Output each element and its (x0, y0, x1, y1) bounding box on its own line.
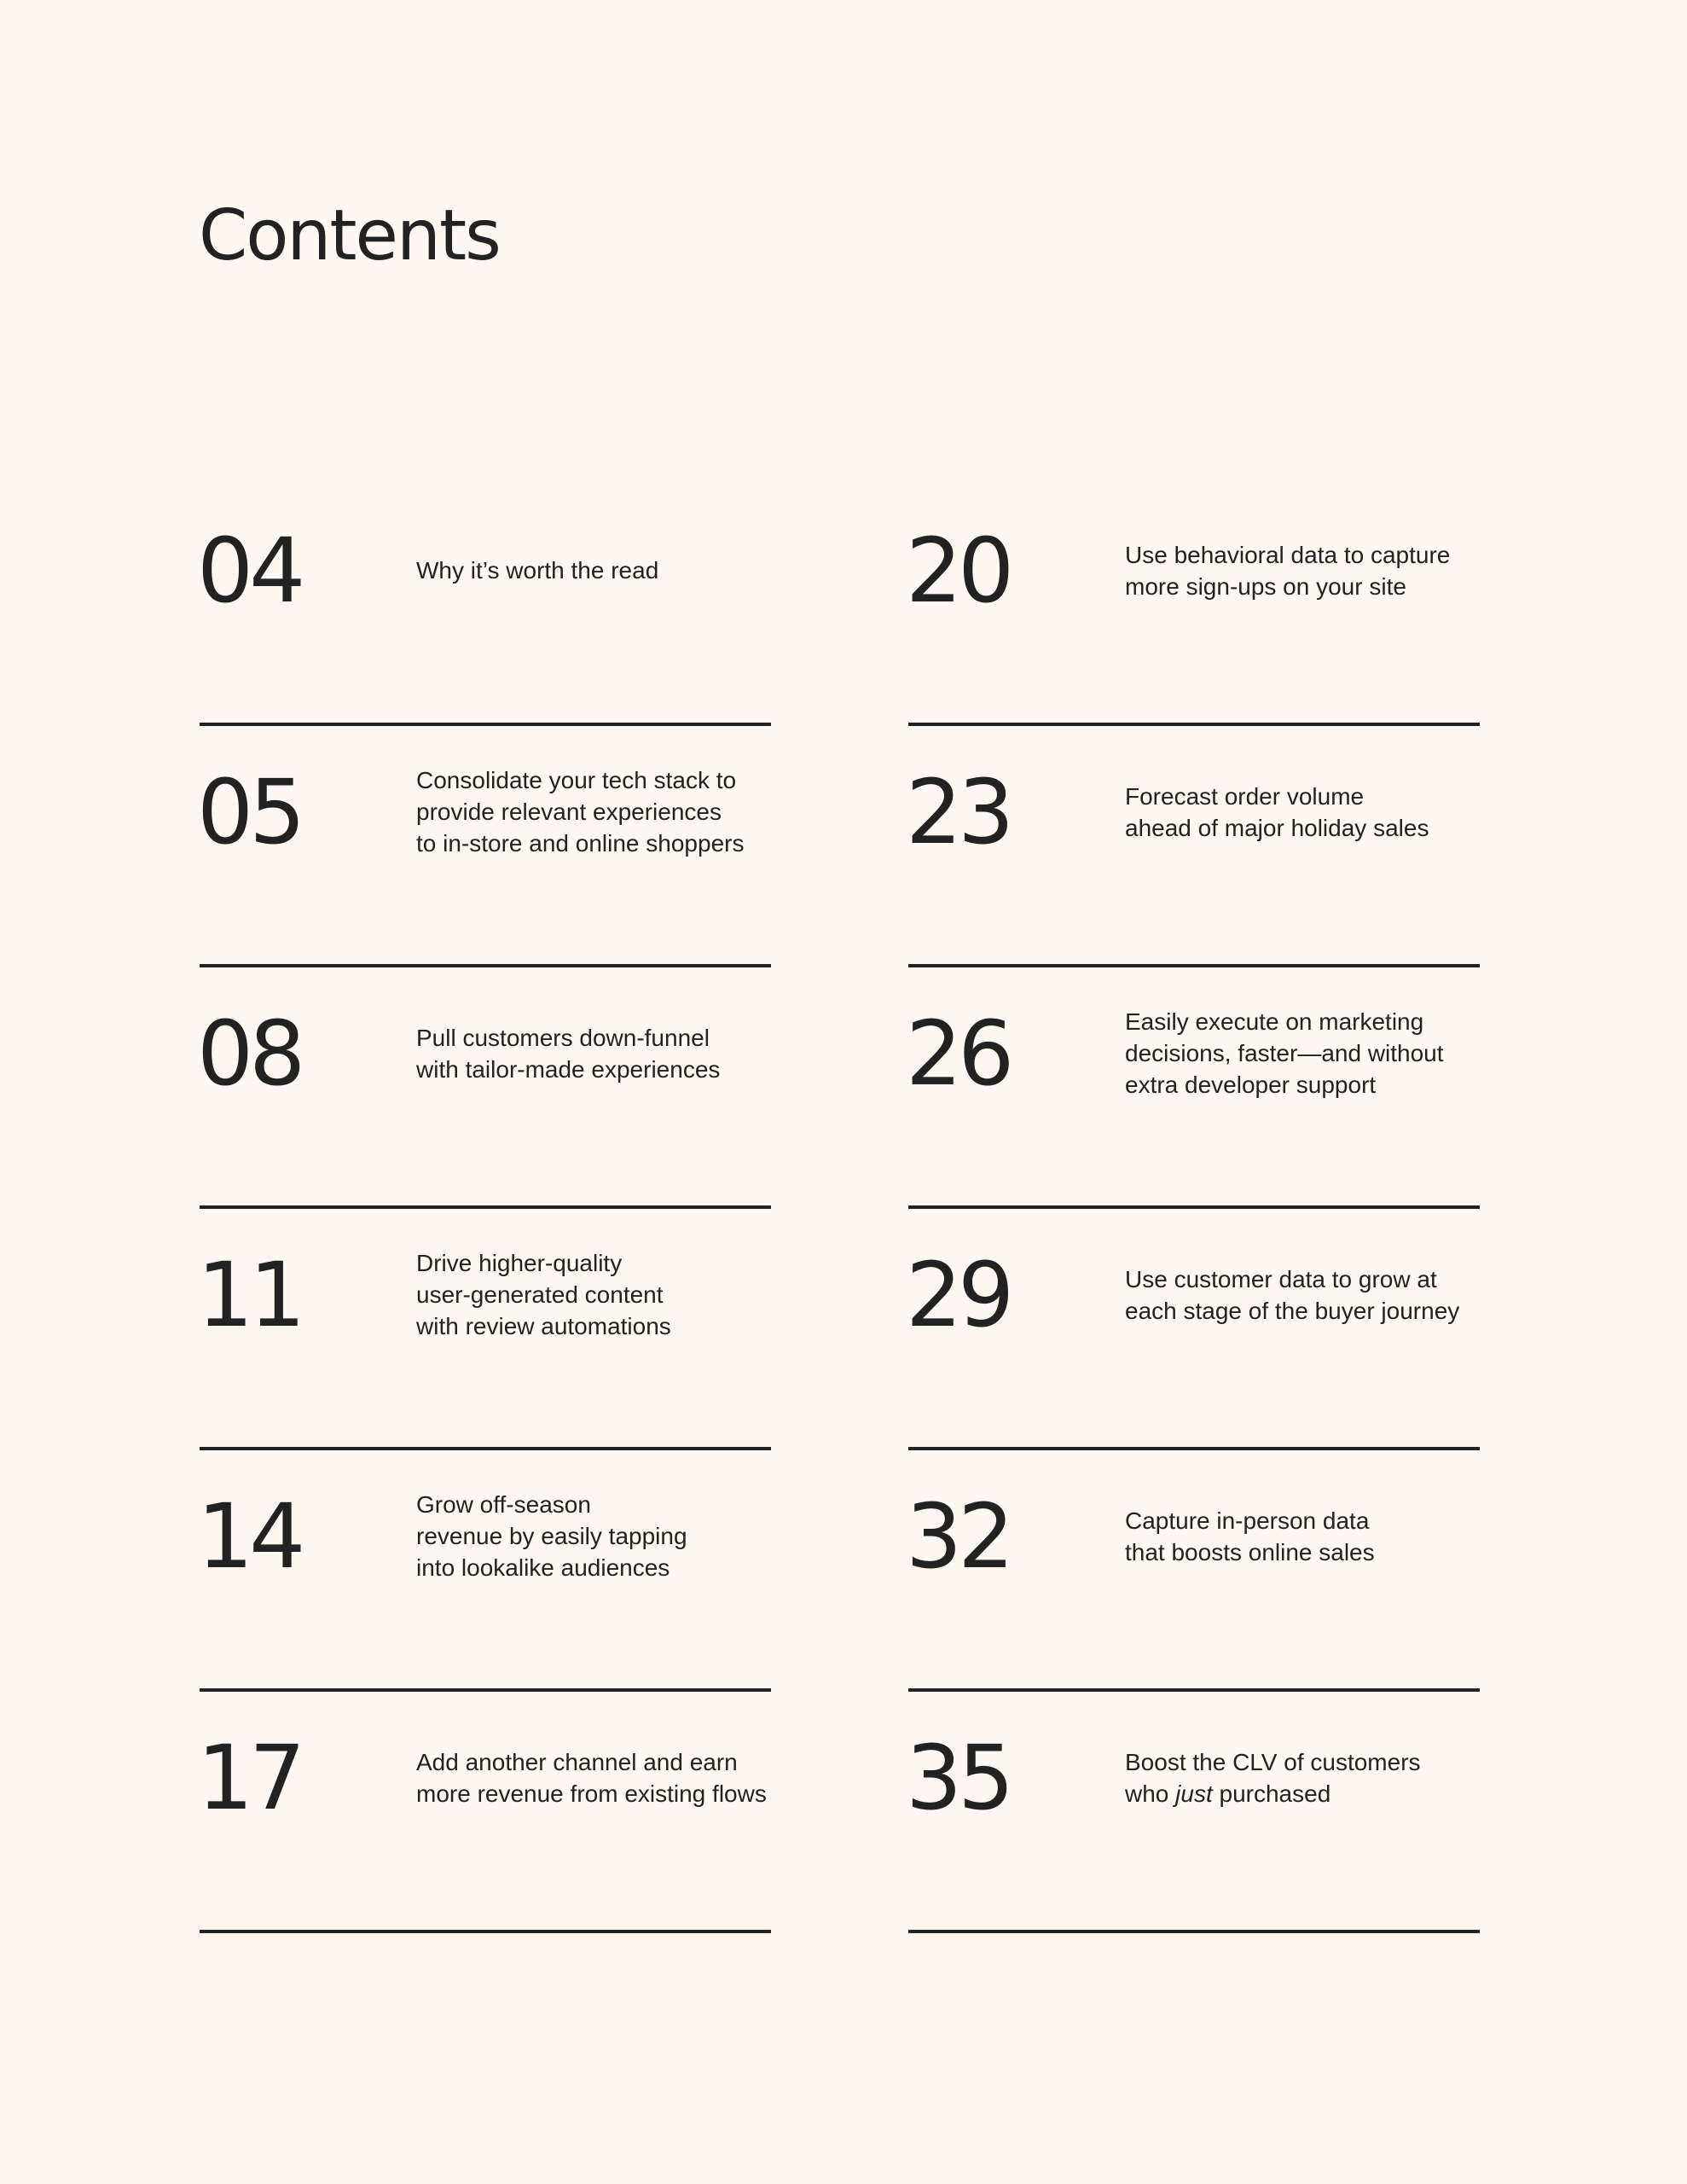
toc-entry[interactable] (908, 485, 1480, 726)
toc-entry-line: Capture in-person data (1125, 1507, 1370, 1534)
toc-entry-line: to in-store and online shoppers (416, 830, 745, 857)
toc-entry[interactable] (908, 1692, 1480, 1933)
toc-entry-title (416, 485, 774, 656)
toc-entry-line: more sign-ups on your site (1125, 572, 1406, 600)
toc-entry-line: Boost the CLV of customers (1125, 1748, 1421, 1775)
toc-entry-line: Easily execute on marketing (1125, 1008, 1424, 1035)
toc-column-right (908, 485, 1480, 1933)
toc-entry-line: with tailor-made experiences (416, 1055, 721, 1083)
toc-entry-title (1125, 1450, 1483, 1622)
toc-entry[interactable] (197, 1692, 771, 1933)
toc-page-number: 35 (906, 1725, 1011, 1830)
toc-page-number: 11 (197, 1242, 302, 1347)
toc-entry[interactable] (197, 967, 771, 1209)
toc-entry-line: Add another channel and earn (416, 1748, 738, 1775)
toc-entry-title (1125, 485, 1483, 656)
toc-entry[interactable] (197, 1450, 771, 1692)
toc-entry-line: Use behavioral data to capture (1125, 541, 1451, 568)
toc-entry-line: Grow off-season (416, 1491, 591, 1518)
toc-entry-line: who just purchased (1125, 1780, 1331, 1807)
toc-page-number: 04 (197, 518, 302, 623)
toc-entry-title (416, 967, 774, 1139)
toc-entry[interactable] (908, 967, 1480, 1209)
toc-entry-line: with review automations (416, 1313, 671, 1339)
toc-entry-title (416, 1209, 774, 1380)
toc-page-number: 29 (906, 1242, 1011, 1347)
toc-entry-line: user-generated content (416, 1281, 664, 1308)
toc-entry-line: decisions, faster—and without (1125, 1040, 1444, 1066)
toc-entry[interactable] (908, 726, 1480, 967)
toc-entry-title (416, 726, 774, 897)
toc-entry[interactable] (197, 726, 771, 967)
toc-entry-title (1125, 1209, 1483, 1380)
toc-entry[interactable] (197, 485, 771, 726)
toc-page-number: 20 (906, 518, 1011, 623)
toc-page-number: 26 (906, 1001, 1011, 1106)
toc-entry-line: provide relevant experiences (416, 799, 722, 825)
toc-entry-line: extra developer support (1125, 1072, 1377, 1098)
toc-entry-line: Drive higher-quality (416, 1250, 623, 1276)
toc-entry-line: Forecast order volume (1125, 782, 1365, 810)
toc-column-left (197, 485, 771, 1933)
toc-entry-title (1125, 967, 1483, 1139)
toc-entry-line: Use customer data to grow at (1125, 1265, 1437, 1292)
toc-page-number: 14 (197, 1484, 302, 1589)
toc-entry-line: revenue by easily tapping (416, 1523, 687, 1549)
toc-page-number: 17 (197, 1725, 302, 1830)
toc-entry[interactable] (908, 1209, 1480, 1450)
toc-entry-title (1125, 1692, 1483, 1863)
toc-entry-title (416, 1692, 774, 1863)
toc-entry-line: Why it’s worth the read (416, 557, 659, 584)
toc-entry-line: ahead of major holiday sales (1125, 814, 1429, 841)
toc-entry[interactable] (197, 1209, 771, 1450)
toc-entry-line: into lookalike audiences (416, 1554, 670, 1581)
toc-entry-line: Pull customers down-funnel (416, 1024, 710, 1051)
toc-page-number: 08 (197, 1001, 302, 1106)
toc-entry-line: that boosts online sales (1125, 1538, 1375, 1565)
toc-entry-line: each stage of the buyer journey (1125, 1297, 1460, 1324)
toc-page-number: 32 (906, 1484, 1011, 1589)
toc-entry-line: Consolidate your tech stack to (416, 767, 737, 793)
toc-page-number: 05 (197, 759, 302, 864)
toc-entry[interactable] (908, 1450, 1480, 1692)
toc-entry-title (416, 1450, 774, 1622)
toc-page-number: 23 (906, 759, 1011, 864)
toc-entry-line: more revenue from existing flows (416, 1780, 767, 1807)
page-title: Contents (199, 195, 500, 276)
toc-entry-title (1125, 726, 1483, 897)
